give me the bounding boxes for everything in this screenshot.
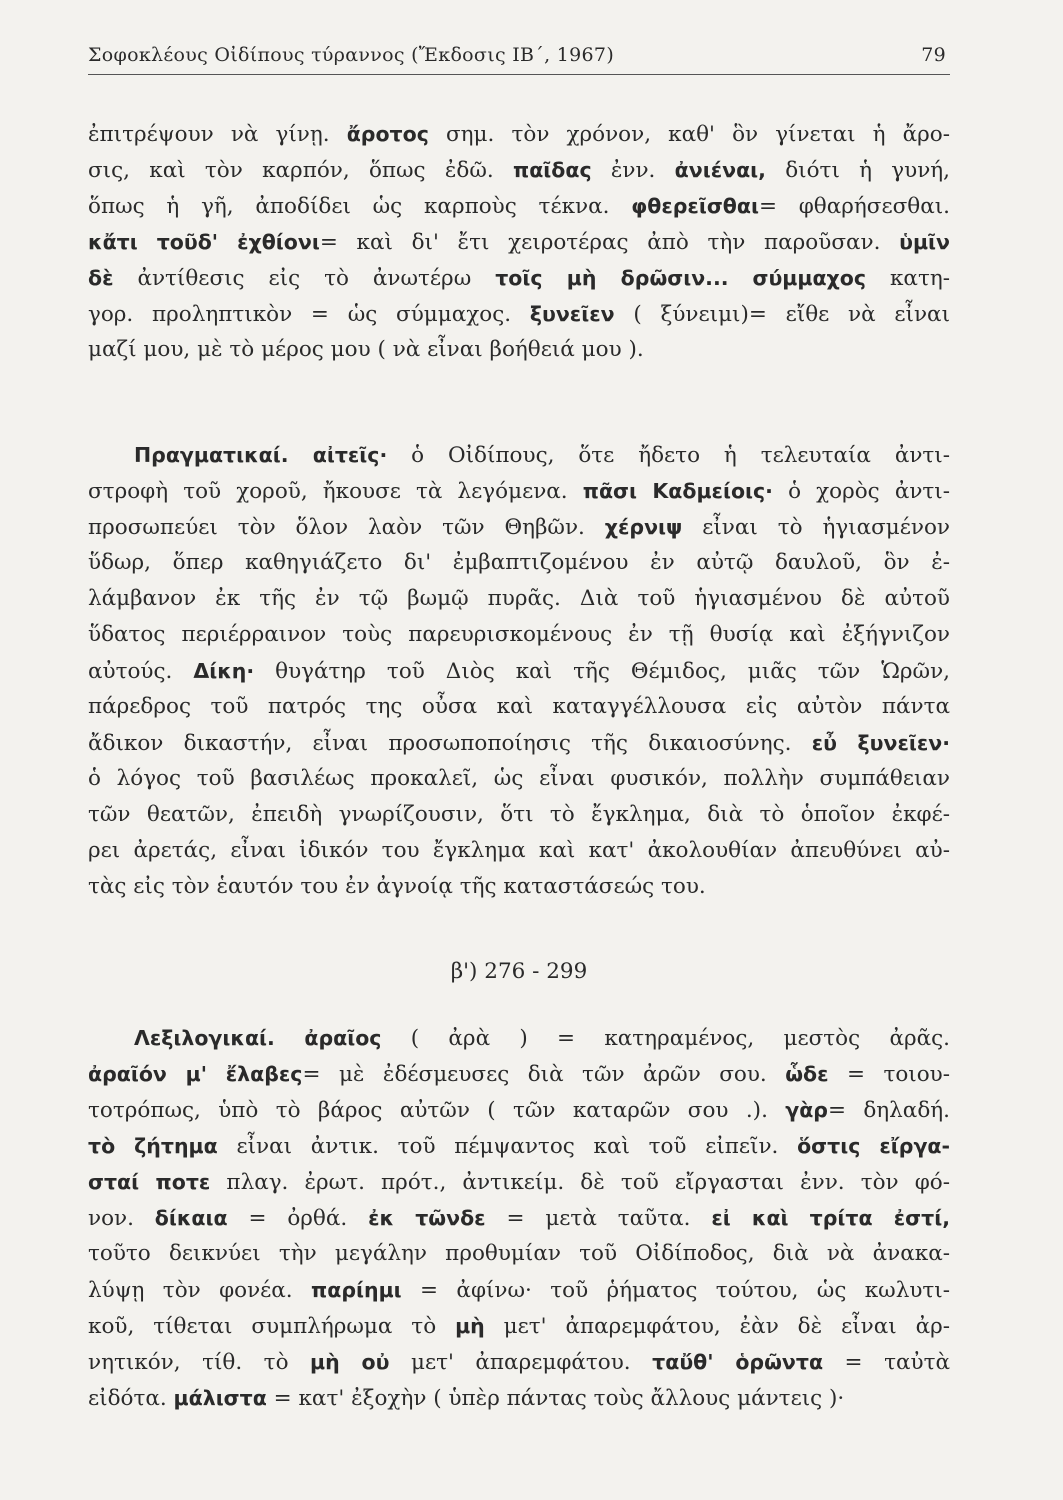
lemma: Πραγματικαί. αἰτεῖς· — [134, 443, 388, 467]
text-line — [88, 509, 950, 545]
text-run: εἰδότα. — [88, 1386, 174, 1411]
lemma: Λεξιλογικαί. ἀραῖος — [134, 1026, 382, 1050]
text-run: στροφὴ τοῦ χοροῦ, ἤκουσε τὰ λεγόμενα. — [88, 479, 583, 504]
lemma: ἐκ τῶνδε — [368, 1206, 486, 1230]
text-run: νον. — [88, 1206, 155, 1231]
text-line — [88, 152, 950, 188]
text-run: τῶν θεατῶν, ἐπειδὴ γνωρίζουσιν, ὅτι τὸ ἔγκλημα, διὰ τὸ ὁποῖον ἐκφέ- — [88, 802, 950, 827]
text-run: τὰς εἰς τὸν ἑαυτόν του ἐν ἀγνοίᾳ τῆς καταστάσεώς του. — [88, 874, 706, 899]
text-run: ὁ χορὸς ἀντι- — [772, 479, 951, 504]
header-title: Σοφοκλέους Οἰδίπους τύραννος (Ἔκδοσις ΙΒ΄, 1967) — [88, 44, 615, 66]
text-run: = μὲ ἐδέσμευσες διὰ τῶν ἀρῶν σου. — [302, 1062, 786, 1087]
text-run — [729, 266, 753, 291]
text-line — [88, 689, 950, 725]
text-run: κοῦ, τίθεται συμπλήρωμα τὸ — [88, 1314, 456, 1339]
lemma: δίκαια — [154, 1206, 228, 1230]
text-run: = ὀρθά. — [227, 1206, 369, 1231]
text-line — [88, 1272, 950, 1308]
text-run: μαζί μου, μὲ τὸ μέρος μου ( νὰ εἶναι βοήθειά μου ). — [88, 337, 644, 362]
lemma: ὧδε — [785, 1062, 829, 1086]
text-run: = καὶ δι' ἔτι χειροτέρας ἀπὸ τὴν παροῦσαν. — [319, 230, 900, 255]
text-run: θυγάτηρ τοῦ Διὸς καὶ τῆς Θέμιδος, μιᾶς τῶν Ὡρῶν, — [254, 659, 950, 684]
text-run: σις, καὶ τὸν καρπόν, ὅπως ἐδῶ. — [88, 158, 513, 183]
text-line — [88, 1200, 950, 1236]
lemma: τοῖς μὴ δρῶσιν... — [495, 266, 729, 290]
lemma: σταί ποτε — [88, 1170, 211, 1194]
text-run: εἶναι τὸ ἡγιασμένον — [682, 515, 950, 540]
text-run: πάρεδρος τοῦ πατρός της οὖσα καὶ καταγγέλλουσα εἰς αὐτὸν πάντα — [88, 694, 950, 719]
text-line — [88, 332, 950, 368]
text-line — [88, 116, 950, 152]
lemma: πᾶσι Καδμείοις· — [582, 479, 773, 503]
text-line — [88, 725, 950, 761]
text-line — [88, 761, 950, 797]
lemma: Δίκη· — [193, 659, 255, 683]
text-run: = τοιου- — [828, 1062, 951, 1087]
text-run: ὕδατος περιέρραινον τοὺς παρευρισκομένους ἐν τῇ θυσίᾳ καὶ ἐξήγνιζον — [88, 622, 950, 647]
lemma: ὑμῖν — [899, 230, 950, 254]
text-line — [88, 1128, 950, 1164]
page-number: 79 — [921, 44, 946, 66]
text-run: ἄδικον δικαστήν, εἶναι προσωποποίησις τῆς δικαιοσύνης. — [88, 731, 812, 756]
lemma: ξυνεῖεν — [529, 302, 615, 326]
text-run: ( ἀρὰ ) = κατηραμένος, μεστὸς ἀρᾶς. — [381, 1026, 951, 1051]
lemma: δὲ — [88, 266, 114, 290]
text-run: κατη- — [866, 266, 950, 291]
text-run: ὁ Οἰδίπους, ὅτε ἤδετο ἡ τελευταία ἀντι- — [387, 443, 951, 468]
lemma: ἄροτος — [346, 122, 429, 146]
text-line — [88, 296, 950, 332]
text-line — [88, 1236, 950, 1272]
text-run: τοῦτο δεικνύει τὴν μεγάλην προθυμίαν τοῦ Οἰδίποδος, διὰ νὰ ἀνακα- — [88, 1241, 950, 1266]
section-heading: β') 276 - 299 — [450, 959, 588, 984]
lemma: εὖ ξυνεῖεν· — [811, 731, 951, 755]
text-line — [88, 545, 950, 581]
text-line — [88, 224, 950, 260]
text-run: ὁ λόγος τοῦ βασιλέως προκαλεῖ, ὡς εἶναι φυσικόν, πολλὴν συμπάθειαν — [88, 766, 950, 791]
text-run: εἶναι ἀντικ. τοῦ πέμψαντος καὶ τοῦ εἰπεῖν. — [217, 1134, 798, 1159]
text-run: λάμβανον ἐκ τῆς ἐν τῷ βωμῷ πυρᾶς. Διὰ τοῦ ἡγιασμένου δὲ αὐτοῦ — [88, 586, 950, 611]
text-run: αὐτούς. — [88, 659, 194, 684]
text-line — [88, 1056, 950, 1092]
text-run: = δηλαδή. — [827, 1098, 950, 1123]
text-run: = ἀφίνω· τοῦ ῥήματος τούτου, ὡς κωλυτι- — [401, 1278, 950, 1303]
lemma: ὅστις εἴργα- — [797, 1134, 951, 1158]
lemma: παῖδας — [513, 158, 592, 182]
text-line — [88, 869, 950, 905]
text-line — [88, 1308, 950, 1344]
text-run: λύψῃ τὸν φονέα. — [88, 1278, 312, 1303]
text-line — [88, 1092, 950, 1128]
lemma: κἄτι τοῦδ' ἐχθίονι — [88, 230, 320, 254]
lemma: σύμμαχος — [752, 266, 867, 290]
text-run: γορ. προληπτικὸν = ὡς σύμμαχος. — [88, 302, 530, 327]
text-run: προσωπεύει τὸν ὅλον λαὸν τῶν Θηβῶν. — [88, 515, 605, 540]
text-run: σημ. τὸν χρόνον, καθ' ὃν γίνεται ἡ ἄρο- — [428, 122, 950, 147]
text-run: ἀντίθεσις εἰς τὸ ἀνωτέρω — [113, 266, 496, 291]
text-run: διότι ἡ γυνή, — [765, 158, 951, 183]
text-run: ἐπιτρέψουν νὰ γίνῃ. — [88, 122, 347, 147]
text-run: ρει ἀρετάς, εἶναι ἰδικόν του ἔγκλημα καὶ κατ' ἀκολουθίαν ἀπευθύνει αὐ- — [88, 838, 950, 863]
text-line — [88, 1380, 950, 1416]
lemma: ἀραῖόν μ' ἔλαβες — [88, 1062, 303, 1086]
lemma: γὰρ — [785, 1098, 828, 1122]
text-line — [88, 653, 950, 689]
text-line — [88, 1164, 950, 1200]
lemma: τὸ ζήτημα — [88, 1134, 218, 1158]
text-line — [88, 260, 950, 296]
text-run: μετ' ἀπαρεμφάτου. — [389, 1350, 653, 1375]
text-run: πλαγ. ἐρωτ. πρότ., ἀντικείμ. δὲ τοῦ εἴργασται ἐνν. τὸν φό- — [210, 1170, 950, 1195]
text-line — [88, 833, 950, 869]
text-run: ὅπως ἡ γῆ, ἀποδίδει ὡς καρποὺς τέκνα. — [88, 194, 632, 219]
lemma: ταὔθ' ὁρῶντα — [652, 1350, 824, 1374]
lemma: φθερεῖσθαι — [631, 194, 759, 218]
text-run: νητικόν, τίθ. τὸ — [88, 1350, 311, 1375]
text-line — [88, 188, 950, 224]
lemma: χέρνιψ — [604, 515, 683, 539]
lemma: μὴ οὐ — [310, 1350, 390, 1374]
text-run: = φθαρήσεσθαι. — [758, 194, 950, 219]
text-line — [88, 473, 950, 509]
text-line — [88, 797, 950, 833]
running-header — [88, 40, 950, 75]
lemma: μὴ — [455, 1314, 485, 1338]
text-line — [88, 1344, 950, 1380]
text-run: μετ' ἀπαρεμφάτου, ἐὰν δὲ εἶναι ἀρ- — [484, 1314, 951, 1339]
text-run: ὕδωρ, ὅπερ καθηγιάζετο δι' ἐμβαπτιζομένου ἐν αὐτῷ δαυλοῦ, ὃν ἐ- — [88, 550, 950, 575]
text-line — [134, 1020, 950, 1056]
lemma: εἰ καὶ τρίτα ἐστί, — [711, 1206, 950, 1230]
text-run: ( ξύνειμι)= εἴθε νὰ εἶναι — [614, 302, 950, 327]
text-run: ἐνν. — [591, 158, 675, 183]
text-run: = ταὐτὰ — [823, 1350, 950, 1375]
text-line — [88, 581, 950, 617]
text-run: = μετὰ ταῦτα. — [485, 1206, 712, 1231]
text-line — [88, 617, 950, 653]
lemma: παρίημι — [311, 1278, 402, 1302]
text-run: = κατ' ἐξοχὴν ( ὑπὲρ πάντας τοὺς ἄλλους μάντεις )· — [266, 1386, 845, 1411]
text-run: τοτρόπως, ὑπὸ τὸ βάρος αὐτῶν ( τῶν καταρῶν σου .). — [88, 1098, 786, 1123]
text-line — [134, 437, 950, 473]
lemma: ἀνιέναι, — [674, 158, 766, 182]
lemma: μάλιστα — [173, 1386, 267, 1410]
